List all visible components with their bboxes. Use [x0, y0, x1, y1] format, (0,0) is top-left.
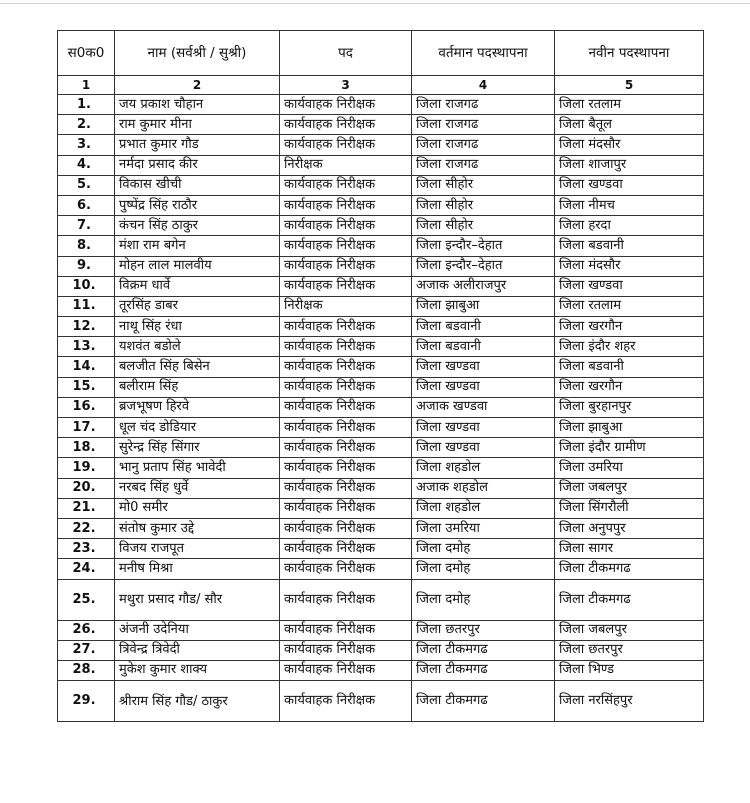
current-posting-cell: जिला राजगढ: [412, 115, 555, 135]
name-cell: मुकेश कुमार शाक्य: [115, 660, 280, 680]
name-cell: जय प्रकाश चौहान: [115, 95, 280, 115]
serial-number-cell: 25.: [58, 579, 115, 620]
current-posting-cell: जिला खण्डवा: [412, 377, 555, 397]
table-row: [58, 115, 704, 135]
table-row: [58, 296, 704, 316]
table-row: [58, 317, 704, 337]
post-cell: कार्यवाहक निरीक्षक: [280, 175, 412, 195]
post-cell: कार्यवाहक निरीक्षक: [280, 539, 412, 559]
name-cell: नरबद सिंह धुर्वे: [115, 478, 280, 498]
table-row: [58, 175, 704, 195]
name-cell: मो0 समीर: [115, 498, 280, 518]
column-number-row: [58, 76, 704, 95]
serial-number-cell: 15.: [58, 377, 115, 397]
post-cell: कार्यवाहक निरीक्षक: [280, 681, 412, 722]
table-row: [58, 397, 704, 417]
serial-number-cell: 17.: [58, 418, 115, 438]
new-posting-cell: जिला अनुपपुर: [555, 518, 704, 538]
header-new-posting: नवीन पदस्थापना: [555, 31, 704, 76]
post-cell: कार्यवाहक निरीक्षक: [280, 498, 412, 518]
name-cell: राम कुमार मीना: [115, 115, 280, 135]
table-row: [58, 478, 704, 498]
serial-number-cell: 10.: [58, 276, 115, 296]
current-posting-cell: जिला इन्दौर–देहात: [412, 236, 555, 256]
table-row: [58, 195, 704, 215]
current-posting-cell: जिला उमरिया: [412, 518, 555, 538]
post-cell: कार्यवाहक निरीक्षक: [280, 317, 412, 337]
serial-number-cell: 3.: [58, 135, 115, 155]
post-cell: कार्यवाहक निरीक्षक: [280, 620, 412, 640]
name-cell: मोहन लाल मालवीय: [115, 256, 280, 276]
new-posting-cell: जिला नरसिंहपुर: [555, 681, 704, 722]
name-cell: त्रिवेन्द्र त्रिवेदी: [115, 640, 280, 660]
new-posting-cell: जिला मंदसौर: [555, 256, 704, 276]
serial-number-cell: 19.: [58, 458, 115, 478]
post-cell: कार्यवाहक निरीक्षक: [280, 195, 412, 215]
table-row: [58, 216, 704, 236]
current-posting-cell: जिला राजगढ: [412, 135, 555, 155]
name-cell: बलीराम सिंह: [115, 377, 280, 397]
serial-number-cell: 22.: [58, 518, 115, 538]
table-row: [58, 135, 704, 155]
post-cell: कार्यवाहक निरीक्षक: [280, 95, 412, 115]
table-row: [58, 620, 704, 640]
serial-number-cell: 29.: [58, 681, 115, 722]
post-cell: कार्यवाहक निरीक्षक: [280, 640, 412, 660]
serial-number-cell: 28.: [58, 660, 115, 680]
serial-number-cell: 20.: [58, 478, 115, 498]
new-posting-cell: जिला खरगौन: [555, 377, 704, 397]
serial-number-cell: 8.: [58, 236, 115, 256]
post-cell: कार्यवाहक निरीक्षक: [280, 579, 412, 620]
name-cell: विक्रम धार्वे: [115, 276, 280, 296]
column-number: 3: [280, 76, 412, 95]
current-posting-cell: जिला राजगढ: [412, 95, 555, 115]
serial-number-cell: 18.: [58, 438, 115, 458]
name-cell: मनीष मिश्रा: [115, 559, 280, 579]
current-posting-cell: जिला दमोह: [412, 539, 555, 559]
new-posting-cell: जिला मंदसौर: [555, 135, 704, 155]
new-posting-cell: जिला खरगौन: [555, 317, 704, 337]
new-posting-cell: जिला जबलपुर: [555, 620, 704, 640]
new-posting-cell: जिला नीमच: [555, 195, 704, 215]
post-cell: कार्यवाहक निरीक्षक: [280, 115, 412, 135]
current-posting-cell: अजाक अलीराजपुर: [412, 276, 555, 296]
post-cell: कार्यवाहक निरीक्षक: [280, 236, 412, 256]
new-posting-cell: जिला बुरहानपुर: [555, 397, 704, 417]
new-posting-cell: जिला खण्डवा: [555, 276, 704, 296]
new-posting-cell: जिला इंदौर शहर: [555, 337, 704, 357]
serial-number-cell: 13.: [58, 337, 115, 357]
new-posting-cell: जिला टीकमगढ: [555, 579, 704, 620]
name-cell: बलजीत सिंह बिसेन: [115, 357, 280, 377]
table-row: [58, 660, 704, 680]
current-posting-cell: जिला दमोह: [412, 579, 555, 620]
serial-number-cell: 7.: [58, 216, 115, 236]
post-cell: कार्यवाहक निरीक्षक: [280, 216, 412, 236]
table-row: [58, 377, 704, 397]
post-cell: निरीक्षक: [280, 296, 412, 316]
current-posting-cell: जिला खण्डवा: [412, 357, 555, 377]
name-cell: कंचन सिंह ठाकुर: [115, 216, 280, 236]
current-posting-cell: जिला टीकमगढ: [412, 640, 555, 660]
name-cell: विकास खीची: [115, 175, 280, 195]
column-number: 2: [115, 76, 280, 95]
table-row: [58, 418, 704, 438]
name-cell: विजय राजपूत: [115, 539, 280, 559]
post-cell: कार्यवाहक निरीक्षक: [280, 478, 412, 498]
post-cell: कार्यवाहक निरीक्षक: [280, 397, 412, 417]
name-cell: सुरेन्द्र सिंह सिंगार: [115, 438, 280, 458]
name-cell: प्रभात कुमार गौड: [115, 135, 280, 155]
serial-number-cell: 1.: [58, 95, 115, 115]
column-number: 1: [58, 76, 115, 95]
new-posting-cell: जिला इंदौर ग्रामीण: [555, 438, 704, 458]
table-row: [58, 276, 704, 296]
new-posting-cell: जिला छतरपुर: [555, 640, 704, 660]
current-posting-cell: जिला इन्दौर–देहात: [412, 256, 555, 276]
new-posting-cell: जिला बडवानी: [555, 357, 704, 377]
header-current-posting: वर्तमान पदस्थापना: [412, 31, 555, 76]
name-cell: पुष्पेंद्र सिंह राठौर: [115, 195, 280, 215]
post-cell: कार्यवाहक निरीक्षक: [280, 559, 412, 579]
serial-number-cell: 21.: [58, 498, 115, 518]
table-row: [58, 357, 704, 377]
post-cell: कार्यवाहक निरीक्षक: [280, 357, 412, 377]
table-row: [58, 438, 704, 458]
current-posting-cell: जिला खण्डवा: [412, 438, 555, 458]
table-row: [58, 95, 704, 115]
table-row: [58, 337, 704, 357]
table-row: [58, 256, 704, 276]
name-cell: भानु प्रताप सिंह भावेदी: [115, 458, 280, 478]
current-posting-cell: जिला शहडोल: [412, 458, 555, 478]
serial-number-cell: 2.: [58, 115, 115, 135]
post-cell: कार्यवाहक निरीक्षक: [280, 518, 412, 538]
new-posting-cell: जिला टीकमगढ: [555, 559, 704, 579]
post-cell: कार्यवाहक निरीक्षक: [280, 337, 412, 357]
new-posting-cell: जिला खण्डवा: [555, 175, 704, 195]
new-posting-cell: जिला बैतूल: [555, 115, 704, 135]
table-row: [58, 498, 704, 518]
serial-number-cell: 16.: [58, 397, 115, 417]
column-number: 4: [412, 76, 555, 95]
current-posting-cell: जिला दमोह: [412, 559, 555, 579]
name-cell: मंशा राम बगेन: [115, 236, 280, 256]
serial-number-cell: 12.: [58, 317, 115, 337]
post-cell: कार्यवाहक निरीक्षक: [280, 418, 412, 438]
post-cell: कार्यवाहक निरीक्षक: [280, 276, 412, 296]
current-posting-cell: अजाक खण्डवा: [412, 397, 555, 417]
new-posting-cell: जिला शाजापुर: [555, 155, 704, 175]
table-row: [58, 640, 704, 660]
post-cell: कार्यवाहक निरीक्षक: [280, 135, 412, 155]
header-post: पद: [280, 31, 412, 76]
new-posting-cell: जिला हरदा: [555, 216, 704, 236]
name-cell: संतोष कुमार उद्दे: [115, 518, 280, 538]
name-cell: नर्मदा प्रसाद कीर: [115, 155, 280, 175]
new-posting-cell: जिला झाबुआ: [555, 418, 704, 438]
current-posting-cell: जिला छतरपुर: [412, 620, 555, 640]
serial-number-cell: 6.: [58, 195, 115, 215]
serial-number-cell: 9.: [58, 256, 115, 276]
table-row: [58, 579, 704, 620]
current-posting-cell: जिला शहडोल: [412, 498, 555, 518]
top-divider: [0, 3, 750, 4]
new-posting-cell: जिला रतलाम: [555, 296, 704, 316]
new-posting-cell: जिला उमरिया: [555, 458, 704, 478]
transfer-table: [57, 30, 704, 722]
name-cell: श्रीराम सिंह गौड/ ठाकुर: [115, 681, 280, 722]
serial-number-cell: 27.: [58, 640, 115, 660]
table-row: [58, 539, 704, 559]
table-row: [58, 236, 704, 256]
current-posting-cell: जिला खण्डवा: [412, 418, 555, 438]
table-row: [58, 155, 704, 175]
post-cell: कार्यवाहक निरीक्षक: [280, 256, 412, 276]
current-posting-cell: जिला सीहोर: [412, 216, 555, 236]
post-cell: निरीक्षक: [280, 155, 412, 175]
name-cell: अंजनी उदेनिया: [115, 620, 280, 640]
current-posting-cell: जिला टीकमगढ: [412, 660, 555, 680]
serial-number-cell: 14.: [58, 357, 115, 377]
table-row: [58, 681, 704, 722]
new-posting-cell: जिला भिण्ड: [555, 660, 704, 680]
serial-number-cell: 26.: [58, 620, 115, 640]
serial-number-cell: 11.: [58, 296, 115, 316]
serial-number-cell: 4.: [58, 155, 115, 175]
serial-number-cell: 24.: [58, 559, 115, 579]
name-cell: तूरसिंह डाबर: [115, 296, 280, 316]
new-posting-cell: जिला रतलाम: [555, 95, 704, 115]
current-posting-cell: जिला बडवानी: [412, 337, 555, 357]
current-posting-cell: जिला झाबुआ: [412, 296, 555, 316]
table-body: [58, 95, 704, 722]
header-row: [58, 31, 704, 76]
current-posting-cell: जिला बडवानी: [412, 317, 555, 337]
table-row: [58, 518, 704, 538]
name-cell: यशवंत बडोले: [115, 337, 280, 357]
post-cell: कार्यवाहक निरीक्षक: [280, 660, 412, 680]
new-posting-cell: जिला सागर: [555, 539, 704, 559]
current-posting-cell: जिला टीकमगढ: [412, 681, 555, 722]
current-posting-cell: जिला सीहोर: [412, 195, 555, 215]
name-cell: नाथू सिंह रंधा: [115, 317, 280, 337]
current-posting-cell: अजाक शहडोल: [412, 478, 555, 498]
post-cell: कार्यवाहक निरीक्षक: [280, 458, 412, 478]
post-cell: कार्यवाहक निरीक्षक: [280, 377, 412, 397]
table-row: [58, 458, 704, 478]
new-posting-cell: जिला बडवानी: [555, 236, 704, 256]
table-row: [58, 559, 704, 579]
header-serial: स0क0: [58, 31, 115, 76]
name-cell: ब्रजभूषण हिरवे: [115, 397, 280, 417]
serial-number-cell: 23.: [58, 539, 115, 559]
new-posting-cell: जिला सिंगरौली: [555, 498, 704, 518]
serial-number-cell: 5.: [58, 175, 115, 195]
current-posting-cell: जिला सीहोर: [412, 175, 555, 195]
current-posting-cell: जिला राजगढ: [412, 155, 555, 175]
new-posting-cell: जिला जबलपुर: [555, 478, 704, 498]
post-cell: कार्यवाहक निरीक्षक: [280, 438, 412, 458]
name-cell: धूल चंद डोडियार: [115, 418, 280, 438]
name-cell: मथुरा प्रसाद गौड/ सौर: [115, 579, 280, 620]
column-number: 5: [555, 76, 704, 95]
header-name: नाम (सर्वश्री / सुश्री): [115, 31, 280, 76]
